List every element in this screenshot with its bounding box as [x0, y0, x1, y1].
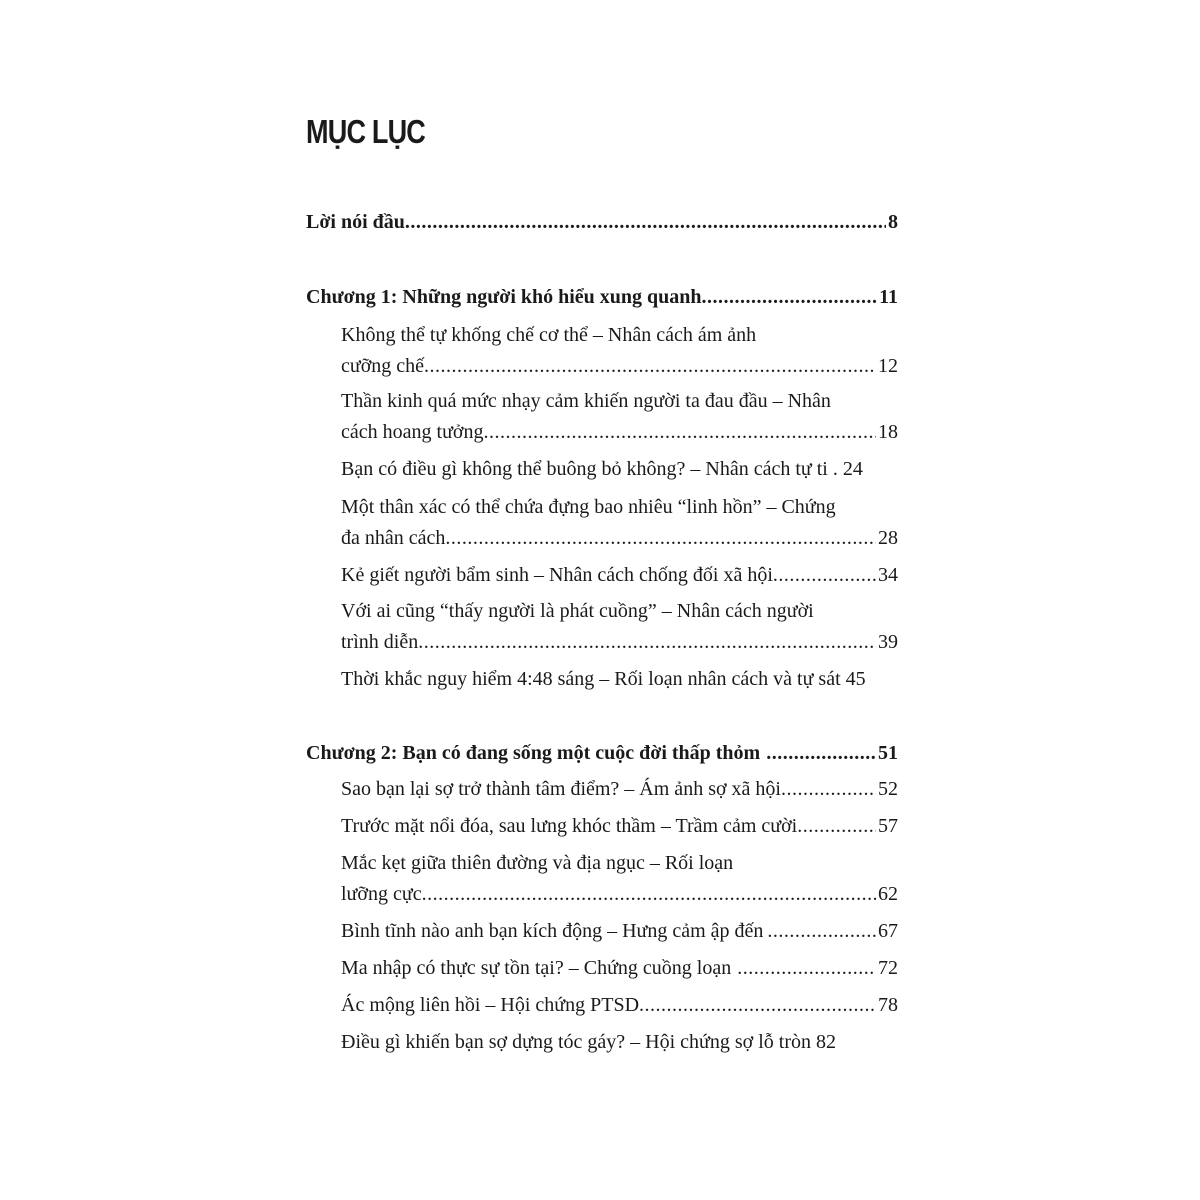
leader-dots: [702, 282, 878, 313]
toc-page-number: 57: [878, 815, 898, 837]
toc-entry-preface: [306, 207, 898, 238]
leader-dots: [418, 627, 876, 658]
toc-entry-text: Thời khắc nguy hiểm 4:48 sáng – Rối loạn nhân cách và tự sát: [341, 668, 841, 690]
toc-entry-text: Bạn có điều gì không thể buông bỏ không? – Nhân cách tự ti .: [341, 458, 838, 480]
leader-dots: [483, 417, 876, 448]
leader-dots: [422, 879, 876, 910]
toc-entry-text-cont: trình diễn: [341, 631, 419, 653]
toc-chapter-title: Chương 1: Những người khó hiểu xung quanh: [306, 286, 702, 308]
toc-entry-text: Không thể tự khống chế cơ thể – Nhân cách ám ảnh: [341, 324, 757, 346]
leader-dots: [781, 774, 876, 805]
toc-page-number: 28: [878, 527, 898, 549]
toc-page-number: 52: [878, 778, 898, 800]
toc-entry: [341, 990, 898, 1021]
toc-page: [306, 0, 898, 1200]
toc-entry-text-cont: cưỡng chế: [341, 355, 425, 377]
toc-entry-text: Thần kinh quá mức nhạy cảm khiến người ta đau đầu – Nhân: [341, 390, 831, 412]
toc-entry: [341, 848, 898, 910]
toc-entry: [341, 774, 898, 805]
leader-dots: [639, 990, 876, 1021]
leader-dots: [797, 811, 876, 842]
toc-entry: [341, 811, 898, 842]
leader-dots: [773, 560, 876, 591]
toc-page-number: 39: [878, 631, 898, 653]
toc-page-number: 67: [878, 920, 898, 942]
toc-entry-text: Sao bạn lại sợ trở thành tâm điểm? – Ám ảnh sợ xã hội: [341, 778, 781, 800]
toc-entry-text: Điều gì khiến bạn sợ dựng tóc gáy? – Hội chứng sợ lỗ tròn: [341, 1031, 811, 1053]
toc-entry-text: Một thân xác có thể chứa đựng bao nhiêu “linh hồn” – Chứng: [341, 496, 836, 518]
toc-page-number: 78: [878, 994, 898, 1016]
toc-entry: [341, 492, 898, 554]
page-title: MỤC LỤC: [306, 113, 426, 150]
leader-dots: [445, 523, 876, 554]
toc-entry: [341, 386, 898, 448]
toc-entry-text: Ác mộng liên hồi – Hội chứng PTSD: [341, 994, 640, 1016]
toc-page-number: 24: [842, 458, 863, 480]
toc-page-number: 11: [879, 286, 898, 308]
toc-chapter-title: Chương 2: Bạn có đang sống một cuộc đời thấp thỏm: [306, 742, 761, 764]
toc-page-number: 72: [878, 957, 898, 979]
toc-page-number: 45: [845, 668, 866, 690]
leader-dots: [760, 738, 876, 769]
toc-entry-text: Trước mặt nổi đóa, sau lưng khóc thầm – Trầm cảm cười: [341, 815, 798, 837]
toc-entry: [341, 596, 898, 658]
toc-entry: [341, 560, 898, 591]
toc-page-number: 12: [878, 355, 898, 377]
leader-dots: [763, 916, 876, 947]
leader-dots: [424, 351, 876, 382]
toc-chapter-2: [306, 738, 898, 769]
toc-entry: [341, 1027, 898, 1058]
toc-entry: [341, 916, 898, 947]
toc-chapter-1: [306, 282, 898, 313]
toc-entry: [341, 320, 898, 382]
toc-entry: [341, 664, 898, 695]
toc-page-number: 62: [878, 883, 898, 905]
toc-entry-text-cont: cách hoang tưởng: [341, 421, 484, 443]
toc-page-number: 34: [878, 564, 898, 586]
leader-dots: [731, 953, 876, 984]
toc-entry-text: Lời nói đầu: [306, 211, 405, 233]
toc-page-number: 82: [815, 1031, 836, 1053]
toc-entry-text-cont: lưỡng cực: [341, 883, 422, 905]
toc-entry-text: Kẻ giết người bẩm sinh – Nhân cách chống đối xã hội: [341, 564, 773, 586]
toc-entry: [341, 953, 898, 984]
toc-page-number: 51: [878, 742, 898, 764]
toc-page-number: 18: [878, 421, 898, 443]
toc-page-number: 8: [888, 211, 898, 233]
toc-entry-text: Ma nhập có thực sự tồn tại? – Chứng cuồng loạn: [341, 957, 732, 979]
toc-entry-text: Bình tĩnh nào anh bạn kích động – Hưng cảm ập đến: [341, 920, 764, 942]
leader-dots: [405, 207, 886, 238]
toc-entry-text: Mắc kẹt giữa thiên đường và địa ngục – Rối loạn: [341, 852, 734, 874]
toc-entry: [341, 454, 898, 485]
toc-entry-text-cont: đa nhân cách: [341, 527, 446, 549]
toc-entry-text: Với ai cũng “thấy người là phát cuồng” – Nhân cách người: [341, 600, 814, 622]
